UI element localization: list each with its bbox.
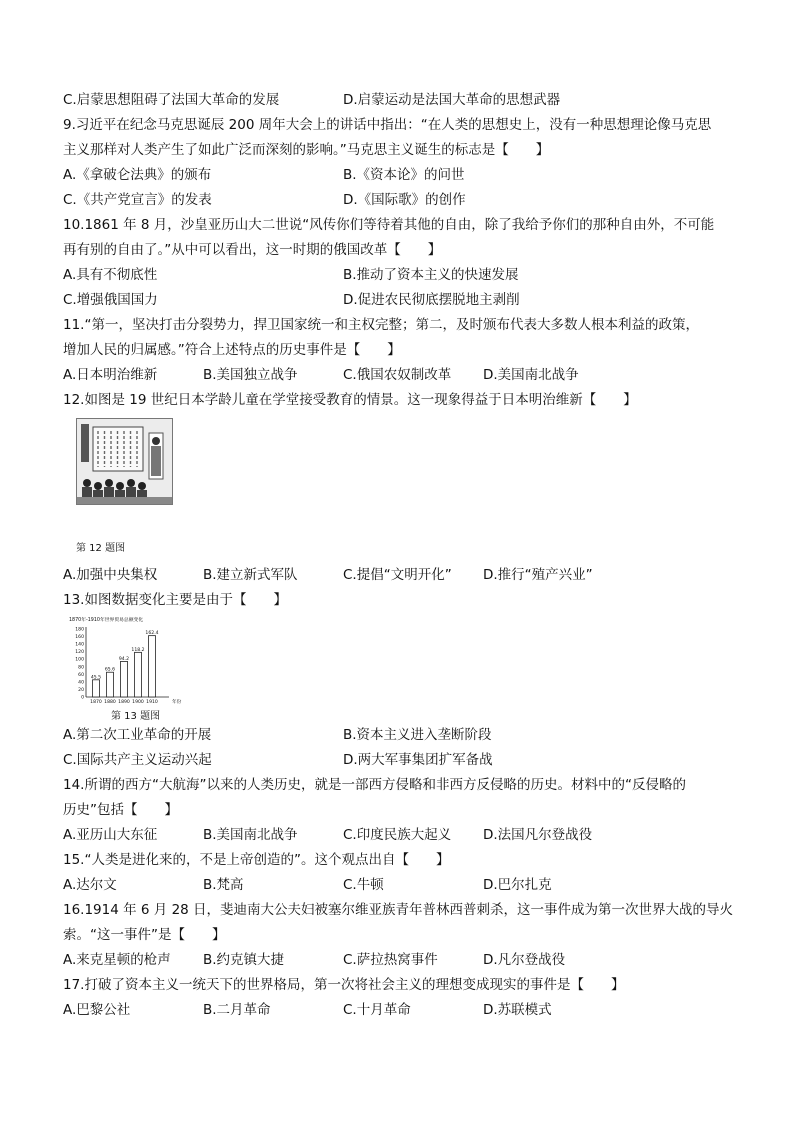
bar (121, 661, 128, 697)
answer-options-row (63, 563, 733, 588)
figure-13 (63, 613, 733, 723)
x-tick-label: 1880 (104, 700, 116, 705)
figure-12 (63, 413, 733, 563)
answer-option: A.第二次工业革命的开展 (63, 727, 212, 743)
answer-option: A.达尔文 (63, 877, 117, 893)
y-tick-label: 180 (75, 627, 84, 633)
question-text-line: 增加人民的归属感。”符合上述特点的历史事件是【 】 (63, 342, 401, 358)
question-text-line: 9.习近平在纪念马克思诞辰 200 周年大会上的讲话中指出：“在人类的思想史上，没有一种思想理论像马克思 (63, 117, 712, 133)
answer-option: B.建立新式军队 (203, 567, 298, 583)
answer-option: A.来克星顿的枪声 (63, 952, 171, 968)
answer-option: D.法国凡尔登战役 (483, 827, 593, 843)
answer-options-row (63, 998, 733, 1023)
answer-option: A.日本明治维新 (63, 367, 158, 383)
answer-option: A.巴黎公社 (63, 1002, 131, 1018)
x-tick-label: 1870 (90, 700, 102, 705)
answer-option: B.资本主义进入垄断阶段 (343, 727, 492, 743)
answer-option: C.萨拉热窝事件 (343, 952, 438, 968)
x-tick-label: 1890 (118, 700, 130, 705)
question-text-line: 16.1914 年 6 月 28 日，斐迪南大公夫妇被塞尔维亚族青年普林西普刺杀，这一事件成为第一次世界大战的导火 (63, 902, 734, 918)
bar-value-label: 162.4 (145, 631, 159, 637)
chart-title: 1870年-1910年世界贸易总额变化 (69, 618, 144, 623)
answer-option: D.苏联模式 (483, 1002, 552, 1018)
question-text-line: 再有别的自由了。”从中可以看出，这一时期的俄国改革【 】 (63, 242, 442, 258)
answer-option: D.巴尔扎克 (483, 877, 552, 893)
answer-option: A.亚历山大东征 (63, 827, 158, 843)
answer-option: D.两大军事集团扩军备战 (343, 752, 493, 768)
answer-options-row (63, 823, 733, 848)
question-text-line: 13.如图数据变化主要是由于【 】 (63, 592, 287, 608)
answer-options-row (63, 363, 733, 388)
answer-option: B.二月革命 (203, 1002, 271, 1018)
answer-option: A.具有不彻底性 (63, 267, 158, 283)
answer-options-row (63, 263, 733, 288)
answer-option: C.启蒙思想阻碍了法国大革命的发展 (63, 92, 280, 108)
answer-options-row (63, 188, 733, 213)
answer-option: C.印度民族大起义 (343, 827, 452, 843)
y-tick-label: 140 (75, 642, 84, 648)
y-tick-label: 100 (75, 657, 84, 663)
answer-option: D.促进农民彻底摆脱地主剥削 (343, 292, 520, 308)
exam-page (63, 88, 733, 1023)
y-tick-label: 20 (78, 687, 84, 693)
question-text-line: 10.1861 年 8 月，沙皇亚历山大二世说“风传你们等待着其他的自由，除了我给予你们的那种自由外，不可能 (63, 217, 715, 233)
answer-option: C.提倡“文明开化” (343, 567, 452, 583)
question-text-line: 14.所谓的西方“大航海”以来的人类历史，就是一部西方侵略和非西方反侵略的历史。材料中的“反侵略的 (63, 777, 686, 793)
classroom-illustration (76, 418, 173, 505)
answer-option: D.《国际歌》的创作 (343, 192, 466, 208)
bar-value-label: 45.5 (90, 675, 102, 681)
figure-caption: 第 13 题图 (111, 711, 161, 722)
answer-options-row (63, 748, 733, 773)
x-axis-label: 年份 (172, 700, 182, 705)
bar (107, 672, 114, 697)
question-text-line: 索。“这一事件”是【 】 (63, 927, 226, 943)
y-tick-label: 120 (75, 650, 84, 656)
answer-option: B.梵高 (203, 877, 244, 893)
answer-option: A.《拿破仑法典》的颁布 (63, 167, 212, 183)
bar-value-label: 94.2 (118, 656, 130, 662)
answer-options-row (63, 948, 733, 973)
answer-options-row (63, 288, 733, 313)
y-tick-label: 80 (78, 665, 84, 671)
answer-option: D.推行“殖产兴业” (483, 567, 593, 583)
answer-option: C.国际共产主义运动兴起 (63, 752, 212, 768)
question-text-line: 15.“人类是进化来的，不是上帝创造的”。这个观点出自【 】 (63, 852, 450, 868)
answer-option: C.牛顿 (343, 877, 384, 893)
y-tick-label: 40 (78, 680, 84, 686)
question-text-line: 主义那样对人类产生了如此广泛而深刻的影响。”马克思主义诞生的标志是【 】 (63, 142, 550, 158)
answer-options-row (63, 88, 733, 113)
bar (93, 680, 100, 697)
bar-value-label: 118.2 (131, 647, 145, 653)
x-tick-label: 1910 (146, 700, 158, 705)
answer-option: D.凡尔登战役 (483, 952, 566, 968)
answer-option: C.十月革命 (343, 1002, 411, 1018)
figure-caption: 第 12 题图 (76, 543, 126, 554)
answer-option: D.启蒙运动是法国大革命的思想武器 (343, 92, 561, 108)
answer-option: D.美国南北战争 (483, 367, 579, 383)
answer-options-row (63, 873, 733, 898)
answer-options-row (63, 163, 733, 188)
answer-option: B.美国南北战争 (203, 827, 298, 843)
answer-option: A.加强中央集权 (63, 567, 158, 583)
question-text-line: 历史”包括【 】 (63, 802, 178, 818)
answer-option: B.约克镇大捷 (203, 952, 285, 968)
bar (149, 636, 156, 697)
question-text-line: 12.如图是 19 世纪日本学龄儿童在学堂接受教育的情景。这一现象得益于日本明治维新【 】 (63, 392, 637, 408)
question-text-line: 17.打破了资本主义一统天下的世界格局，第一次将社会主义的理想变成现实的事件是【 】 (63, 977, 625, 993)
answer-option: C.俄国农奴制改革 (343, 367, 452, 383)
y-tick-label: 160 (75, 635, 84, 641)
y-tick-label: 60 (78, 672, 84, 678)
answer-option: C.《共产党宣言》的发表 (63, 192, 212, 208)
answer-option: B.《资本论》的问世 (343, 167, 465, 183)
question-text-line: 11.“第一，坚决打击分裂势力，捍卫国家统一和主权完整；第二，及时颁布代表大多数人根本利益的政策， (63, 317, 699, 333)
answer-option: B.美国独立战争 (203, 367, 298, 383)
y-tick-label: 0 (81, 695, 84, 701)
trade-bar-chart (63, 615, 193, 709)
bar-value-label: 65.6 (104, 667, 116, 673)
x-tick-label: 1900 (132, 700, 144, 705)
answer-option: C.增强俄国国力 (63, 292, 158, 308)
answer-option: B.推动了资本主义的快速发展 (343, 267, 519, 283)
bar (135, 652, 142, 697)
answer-options-row (63, 723, 733, 748)
